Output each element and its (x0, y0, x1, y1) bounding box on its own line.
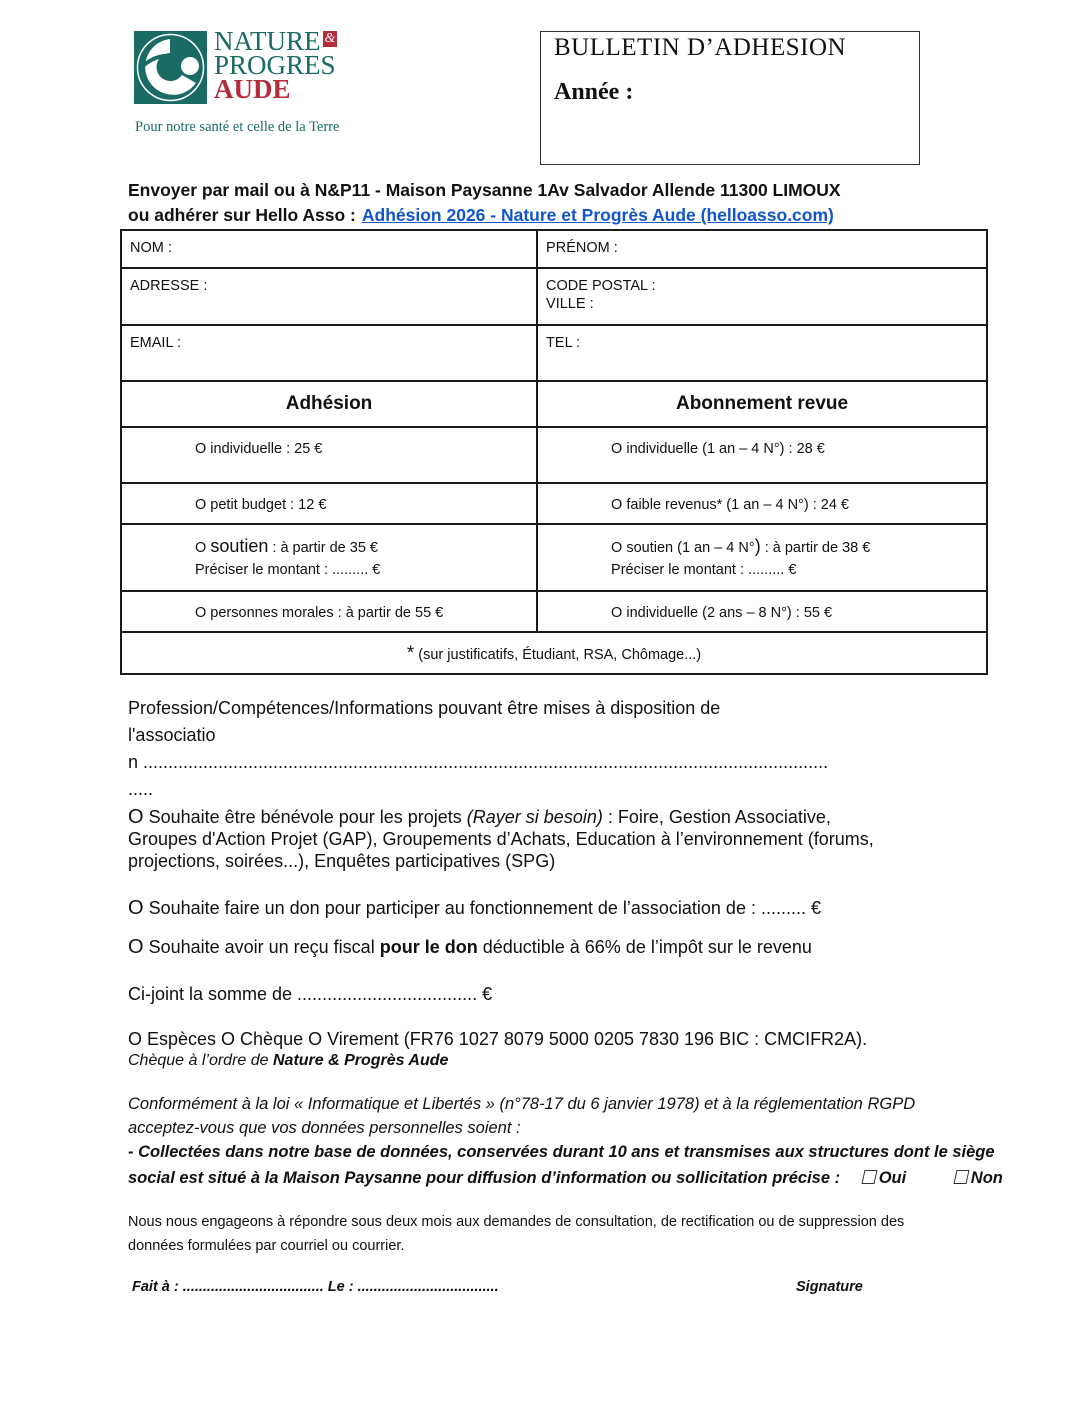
send-address: Envoyer par mail ou à N&P11 - Maison Paysanne 1Av Salvador Allende 11300 LIMOUX (128, 180, 841, 200)
pricing-footnote: * (sur justificatifs, Étudiant, RSA, Chômage...) (406, 643, 702, 664)
benevole-option[interactable]: O Souhaite être bénévole pour les projets (Rayer si besoin) : Foire, Gestion Associative, Groupes d'Action Projet (GAP), Groupements d’Achats, Education à l’environnement (forums, projections, soirées...), Enquêtes participatives (SPG) (128, 806, 874, 871)
email-field[interactable] (121, 325, 537, 381)
adhesion-header: Adhésion (285, 393, 373, 414)
logo-wordmark (214, 26, 337, 104)
don-radio[interactable]: O (128, 897, 144, 919)
nom-field[interactable] (121, 230, 537, 268)
abonnement-option-individuelle-2ans[interactable]: O individuelle (2 ans – 8 N°) : 55 € (537, 591, 987, 632)
adhesion-soutien-amount[interactable]: Préciser le montant : ......... € (195, 562, 381, 578)
payment-methods[interactable]: O Espèces O Chèque O Virement (FR76 1027 8079 5000 0205 7830 196 BIC : CMCIFR2A). (128, 1029, 868, 1049)
document-title: BULLETIN D’ADHESION (554, 34, 847, 61)
logo-aude: AUDE (214, 74, 291, 104)
abonnement-option-individuelle-1an[interactable]: O individuelle (1 an – 4 N°) : 28 € (537, 427, 987, 483)
adhesion-option-petit-budget[interactable]: O petit budget : 12 € (121, 483, 537, 524)
recu-fiscal-option[interactable]: O Souhaite avoir un reçu fiscal pour le don déductible à 66% de l’impôt sur le revenu (128, 936, 812, 958)
prenom-label: PRÉNOM : (546, 240, 618, 256)
cheque-order: Chèque à l’ordre de Nature & Progrès Aude (128, 1052, 449, 1069)
ville-label: VILLE : (546, 296, 594, 312)
rgpd-section: Conformément à la loi « Informatique et Libertés » (n°78-17 du 6 janvier 1978) et à la réglementation RGPD acceptez-vous que vos données personnelles soient : - Collectées dans notre base de données, conservées durant 10 ans et transmises aux structures dont le siège social est situé à la Maison Paysanne pour diffusion d’information ou sollicitation précise : Oui Non (128, 1095, 1003, 1187)
prenom-field[interactable] (537, 230, 987, 268)
logo-progres: PROGRES (214, 50, 336, 80)
abonnement-soutien-amount[interactable]: Préciser le montant : ......... € (611, 562, 797, 578)
abonnement-option-soutien[interactable]: O soutien (1 an – 4 N°) : à partir de 38 € Préciser le montant : ......... € (537, 524, 987, 591)
year-field-label[interactable]: Année : (554, 79, 634, 105)
signature-label[interactable]: Signature (796, 1279, 863, 1295)
adhesion-option-personnes-morales[interactable]: O personnes morales : à partir de 55 € (121, 591, 537, 632)
non-checkbox[interactable] (953, 1170, 969, 1184)
tel-label: TEL : (546, 335, 581, 351)
membership-form-table (120, 229, 988, 675)
non-label: Non (970, 1169, 1003, 1187)
logo-mark-icon (134, 31, 207, 104)
helloasso-prefix: ou adhérer sur Hello Asso : (128, 205, 356, 225)
logo (134, 26, 364, 139)
adresse-label: ADRESSE : (130, 278, 208, 294)
oui-label: Oui (878, 1169, 907, 1187)
adhesion-option-individuelle[interactable]: O individuelle : 25 € (121, 427, 537, 483)
oui-checkbox[interactable] (861, 1170, 877, 1184)
fait-le-field[interactable]: Fait à : ................................... Le : ................................... (132, 1279, 499, 1295)
adhesion-option-soutien[interactable]: O soutien : à partir de 35 € Préciser le montant : ......... € (121, 524, 537, 591)
code-postal-ville-field[interactable] (537, 268, 987, 325)
abonnement-option-faible-revenus[interactable]: O faible revenus* (1 an – 4 N°) : 24 € (537, 483, 987, 524)
engagement-text: Nous nous engageons à répondre sous deux mois aux demandes de consultation, de rectification ou de suppression des données formulées par courriel ou courrier. (128, 1214, 905, 1254)
nom-label: NOM : (130, 240, 172, 256)
send-info (128, 178, 841, 228)
profession-section[interactable]: Profession/Compétences/Informations pouvant être mises à disposition de l'associatio n ......................................................................................................................................... ..... (128, 698, 829, 799)
helloasso-link[interactable]: Adhésion 2026 - Nature et Progrès Aude (helloasso.com) (361, 205, 834, 225)
adresse-field[interactable] (121, 268, 537, 325)
email-label: EMAIL : (130, 335, 182, 351)
somme-field[interactable]: Ci-joint la somme de .................................... € (128, 984, 493, 1004)
logo-nature: NATURE (214, 26, 321, 56)
abonnement-header: Abonnement revue (675, 393, 849, 414)
logo-ampersand: & (324, 31, 336, 46)
code-postal-label: CODE POSTAL : (546, 278, 656, 294)
tel-field[interactable] (537, 325, 987, 381)
title-box (540, 31, 920, 165)
don-option[interactable]: O Souhaite faire un don pour participer au fonctionnement de l’association de : ......... € (128, 897, 821, 919)
logo-tagline: Pour notre santé et celle de la Terre (135, 119, 340, 135)
benevole-radio[interactable]: O (128, 806, 144, 828)
recu-radio[interactable]: O (128, 936, 144, 958)
